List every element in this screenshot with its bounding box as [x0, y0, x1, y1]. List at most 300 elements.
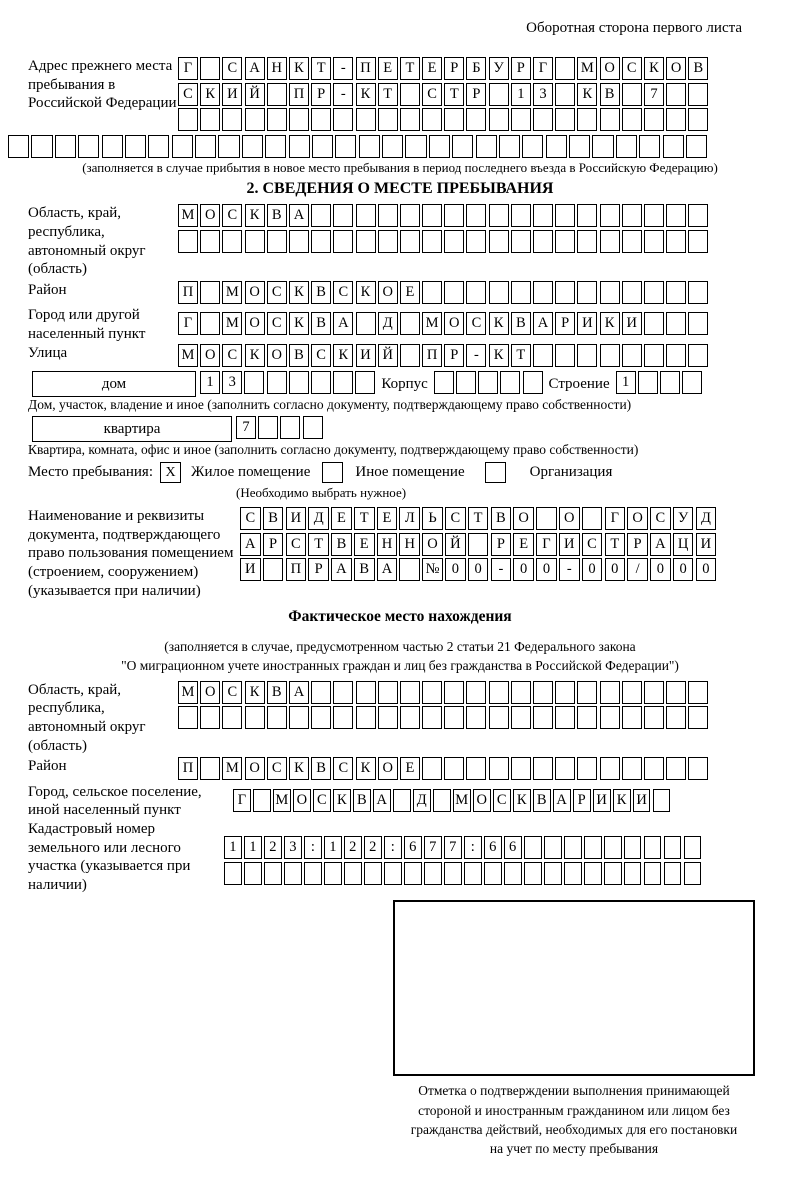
- char-cell[interactable]: [422, 230, 442, 253]
- char-cell[interactable]: В: [354, 558, 375, 581]
- char-cell[interactable]: [218, 135, 239, 158]
- char-cell[interactable]: П: [356, 57, 376, 80]
- char-cell[interactable]: [624, 836, 642, 859]
- char-cell[interactable]: [666, 204, 686, 227]
- char-cell[interactable]: -: [491, 558, 512, 581]
- char-cell[interactable]: [333, 681, 353, 704]
- char-cell[interactable]: [267, 706, 287, 729]
- char-cell[interactable]: С: [222, 681, 242, 704]
- char-cell[interactable]: Ь: [422, 507, 443, 530]
- char-cell[interactable]: [577, 344, 597, 367]
- char-cell[interactable]: [399, 558, 420, 581]
- char-cell[interactable]: С: [222, 204, 242, 227]
- char-cell[interactable]: [555, 204, 575, 227]
- char-cell[interactable]: [622, 83, 642, 106]
- char-cell[interactable]: В: [533, 789, 551, 812]
- char-cell[interactable]: [444, 757, 464, 780]
- char-cell[interactable]: [200, 108, 220, 131]
- char-cell[interactable]: В: [267, 204, 287, 227]
- char-cell[interactable]: 6: [404, 836, 422, 859]
- char-cell[interactable]: Е: [513, 533, 534, 556]
- char-cell[interactable]: [660, 371, 680, 394]
- char-cell[interactable]: :: [464, 836, 482, 859]
- char-cell[interactable]: [663, 135, 684, 158]
- char-cell[interactable]: С: [311, 344, 331, 367]
- char-cell[interactable]: [622, 108, 642, 131]
- char-cell[interactable]: [666, 757, 686, 780]
- char-cell[interactable]: [600, 681, 620, 704]
- char-cell[interactable]: [289, 706, 309, 729]
- char-cell[interactable]: [644, 312, 664, 335]
- char-cell[interactable]: [311, 706, 331, 729]
- char-cell[interactable]: [466, 681, 486, 704]
- char-cell[interactable]: 0: [445, 558, 466, 581]
- char-cell[interactable]: В: [600, 83, 620, 106]
- char-cell[interactable]: Р: [491, 533, 512, 556]
- char-cell[interactable]: К: [577, 83, 597, 106]
- char-cell[interactable]: Т: [311, 57, 331, 80]
- char-cell[interactable]: С: [222, 57, 242, 80]
- char-cell[interactable]: [466, 706, 486, 729]
- char-cell[interactable]: К: [289, 757, 309, 780]
- char-cell[interactable]: [624, 862, 642, 885]
- char-cell[interactable]: [244, 862, 262, 885]
- char-cell[interactable]: [422, 681, 442, 704]
- char-cell[interactable]: И: [696, 533, 717, 556]
- char-cell[interactable]: [378, 108, 398, 131]
- char-cell[interactable]: -: [333, 83, 353, 106]
- char-cell[interactable]: О: [513, 507, 534, 530]
- char-cell[interactable]: 7: [644, 83, 664, 106]
- char-cell[interactable]: [644, 281, 664, 304]
- char-cell[interactable]: М: [453, 789, 471, 812]
- char-cell[interactable]: [280, 416, 300, 439]
- char-cell[interactable]: [533, 230, 553, 253]
- char-cell[interactable]: [400, 108, 420, 131]
- char-cell[interactable]: О: [378, 757, 398, 780]
- char-cell[interactable]: [422, 281, 442, 304]
- char-cell[interactable]: В: [311, 312, 331, 335]
- char-cell[interactable]: 1: [324, 836, 342, 859]
- char-cell[interactable]: М: [178, 344, 198, 367]
- char-cell[interactable]: [429, 135, 450, 158]
- char-cell[interactable]: [359, 135, 380, 158]
- char-cell[interactable]: №: [422, 558, 443, 581]
- char-cell[interactable]: [688, 204, 708, 227]
- char-cell[interactable]: [500, 371, 520, 394]
- char-cell[interactable]: [356, 706, 376, 729]
- char-cell[interactable]: [289, 371, 309, 394]
- char-cell[interactable]: -: [466, 344, 486, 367]
- char-cell[interactable]: С: [240, 507, 261, 530]
- char-cell[interactable]: [504, 862, 522, 885]
- char-cell[interactable]: [577, 204, 597, 227]
- char-cell[interactable]: [178, 706, 198, 729]
- char-cell[interactable]: [639, 135, 660, 158]
- char-cell[interactable]: [644, 862, 662, 885]
- char-cell[interactable]: 1: [511, 83, 531, 106]
- char-cell[interactable]: А: [289, 204, 309, 227]
- char-cell[interactable]: А: [331, 558, 352, 581]
- char-cell[interactable]: [511, 230, 531, 253]
- char-cell[interactable]: [200, 281, 220, 304]
- char-cell[interactable]: [267, 83, 287, 106]
- char-cell[interactable]: [356, 681, 376, 704]
- char-cell[interactable]: [466, 281, 486, 304]
- char-cell[interactable]: [378, 204, 398, 227]
- char-cell[interactable]: [400, 204, 420, 227]
- char-cell[interactable]: Г: [233, 789, 251, 812]
- char-cell[interactable]: В: [331, 533, 352, 556]
- char-cell[interactable]: [400, 681, 420, 704]
- char-cell[interactable]: [644, 836, 662, 859]
- char-cell[interactable]: [303, 416, 323, 439]
- char-cell[interactable]: :: [384, 836, 402, 859]
- char-cell[interactable]: [489, 83, 509, 106]
- char-cell[interactable]: С: [422, 83, 442, 106]
- char-cell[interactable]: Р: [311, 83, 331, 106]
- char-cell[interactable]: [222, 108, 242, 131]
- char-cell[interactable]: [466, 230, 486, 253]
- char-cell[interactable]: [688, 108, 708, 131]
- char-cell[interactable]: К: [200, 83, 220, 106]
- char-cell[interactable]: С: [333, 757, 353, 780]
- char-cell[interactable]: 1: [244, 836, 262, 859]
- char-cell[interactable]: [267, 371, 287, 394]
- char-cell[interactable]: [524, 862, 542, 885]
- char-cell[interactable]: [258, 416, 278, 439]
- char-cell[interactable]: [644, 706, 664, 729]
- char-cell[interactable]: П: [178, 281, 198, 304]
- char-cell[interactable]: [622, 757, 642, 780]
- char-cell[interactable]: [404, 862, 422, 885]
- char-cell[interactable]: [555, 757, 575, 780]
- char-cell[interactable]: [356, 312, 376, 335]
- char-cell[interactable]: [466, 757, 486, 780]
- char-cell[interactable]: [312, 135, 333, 158]
- char-cell[interactable]: Л: [399, 507, 420, 530]
- char-cell[interactable]: 2: [264, 836, 282, 859]
- char-cell[interactable]: Е: [400, 757, 420, 780]
- char-cell[interactable]: О: [245, 757, 265, 780]
- char-cell[interactable]: [333, 108, 353, 131]
- char-cell[interactable]: В: [311, 757, 331, 780]
- char-cell[interactable]: 6: [504, 836, 522, 859]
- char-cell[interactable]: О: [444, 312, 464, 335]
- char-cell[interactable]: К: [356, 83, 376, 106]
- char-cell[interactable]: [200, 706, 220, 729]
- char-cell[interactable]: [511, 108, 531, 131]
- char-cell[interactable]: [311, 230, 331, 253]
- char-cell[interactable]: [489, 281, 509, 304]
- checkbox-zhiloe[interactable]: X: [160, 462, 181, 483]
- char-cell[interactable]: [584, 836, 602, 859]
- char-cell[interactable]: [356, 108, 376, 131]
- char-cell[interactable]: [464, 862, 482, 885]
- dom-type-box[interactable]: дом: [32, 371, 196, 397]
- char-cell[interactable]: [444, 204, 464, 227]
- char-cell[interactable]: В: [353, 789, 371, 812]
- char-cell[interactable]: [600, 344, 620, 367]
- char-cell[interactable]: 0: [673, 558, 694, 581]
- char-cell[interactable]: [200, 57, 220, 80]
- char-cell[interactable]: [544, 862, 562, 885]
- kvartira-type-box[interactable]: квартира: [32, 416, 232, 442]
- char-cell[interactable]: [265, 135, 286, 158]
- char-cell[interactable]: [324, 862, 342, 885]
- char-cell[interactable]: М: [577, 57, 597, 80]
- char-cell[interactable]: [405, 135, 426, 158]
- char-cell[interactable]: П: [178, 757, 198, 780]
- char-cell[interactable]: И: [222, 83, 242, 106]
- char-cell[interactable]: И: [356, 344, 376, 367]
- char-cell[interactable]: [456, 371, 476, 394]
- checkbox-organizatsiya[interactable]: [485, 462, 506, 483]
- char-cell[interactable]: 2: [364, 836, 382, 859]
- char-cell[interactable]: [444, 281, 464, 304]
- char-cell[interactable]: [484, 862, 502, 885]
- char-cell[interactable]: [555, 344, 575, 367]
- char-cell[interactable]: 6: [484, 836, 502, 859]
- char-cell[interactable]: [511, 757, 531, 780]
- char-cell[interactable]: Т: [468, 507, 489, 530]
- char-cell[interactable]: [200, 230, 220, 253]
- char-cell[interactable]: [311, 681, 331, 704]
- char-cell[interactable]: [8, 135, 29, 158]
- char-cell[interactable]: [422, 204, 442, 227]
- char-cell[interactable]: Т: [378, 83, 398, 106]
- char-cell[interactable]: [264, 862, 282, 885]
- char-cell[interactable]: С: [313, 789, 331, 812]
- char-cell[interactable]: О: [200, 204, 220, 227]
- char-cell[interactable]: [622, 681, 642, 704]
- char-cell[interactable]: 1: [616, 371, 636, 394]
- char-cell[interactable]: [384, 862, 402, 885]
- char-cell[interactable]: Д: [308, 507, 329, 530]
- char-cell[interactable]: /: [627, 558, 648, 581]
- char-cell[interactable]: [476, 135, 497, 158]
- char-cell[interactable]: Д: [413, 789, 431, 812]
- char-cell[interactable]: Р: [444, 57, 464, 80]
- char-cell[interactable]: [686, 135, 707, 158]
- char-cell[interactable]: [311, 204, 331, 227]
- checkbox-inoe[interactable]: [322, 462, 343, 483]
- char-cell[interactable]: Д: [378, 312, 398, 335]
- char-cell[interactable]: [544, 836, 562, 859]
- char-cell[interactable]: К: [333, 789, 351, 812]
- char-cell[interactable]: [422, 108, 442, 131]
- char-cell[interactable]: Г: [533, 57, 553, 80]
- char-cell[interactable]: Н: [399, 533, 420, 556]
- char-cell[interactable]: [245, 706, 265, 729]
- char-cell[interactable]: Г: [605, 507, 626, 530]
- char-cell[interactable]: П: [289, 83, 309, 106]
- char-cell[interactable]: [688, 83, 708, 106]
- char-cell[interactable]: Т: [400, 57, 420, 80]
- char-cell[interactable]: [148, 135, 169, 158]
- char-cell[interactable]: С: [267, 281, 287, 304]
- char-cell[interactable]: [284, 862, 302, 885]
- char-cell[interactable]: [546, 135, 567, 158]
- char-cell[interactable]: Н: [377, 533, 398, 556]
- char-cell[interactable]: [577, 706, 597, 729]
- char-cell[interactable]: И: [593, 789, 611, 812]
- char-cell[interactable]: У: [489, 57, 509, 80]
- char-cell[interactable]: [200, 312, 220, 335]
- char-cell[interactable]: [400, 83, 420, 106]
- char-cell[interactable]: О: [666, 57, 686, 80]
- char-cell[interactable]: [688, 312, 708, 335]
- char-cell[interactable]: К: [289, 281, 309, 304]
- char-cell[interactable]: Г: [178, 312, 198, 335]
- char-cell[interactable]: П: [422, 344, 442, 367]
- char-cell[interactable]: Ц: [673, 533, 694, 556]
- char-cell[interactable]: [178, 230, 198, 253]
- char-cell[interactable]: [577, 108, 597, 131]
- char-cell[interactable]: [267, 108, 287, 131]
- char-cell[interactable]: 0: [650, 558, 671, 581]
- char-cell[interactable]: [304, 862, 322, 885]
- char-cell[interactable]: [600, 757, 620, 780]
- char-cell[interactable]: :: [304, 836, 322, 859]
- char-cell[interactable]: [333, 706, 353, 729]
- char-cell[interactable]: [622, 281, 642, 304]
- char-cell[interactable]: И: [577, 312, 597, 335]
- char-cell[interactable]: О: [245, 312, 265, 335]
- char-cell[interactable]: М: [222, 281, 242, 304]
- char-cell[interactable]: [311, 108, 331, 131]
- char-cell[interactable]: [245, 230, 265, 253]
- char-cell[interactable]: [263, 558, 284, 581]
- char-cell[interactable]: [600, 204, 620, 227]
- char-cell[interactable]: [688, 230, 708, 253]
- char-cell[interactable]: О: [627, 507, 648, 530]
- char-cell[interactable]: 7: [424, 836, 442, 859]
- char-cell[interactable]: [382, 135, 403, 158]
- char-cell[interactable]: В: [491, 507, 512, 530]
- char-cell[interactable]: [533, 344, 553, 367]
- char-cell[interactable]: [533, 757, 553, 780]
- char-cell[interactable]: [378, 681, 398, 704]
- char-cell[interactable]: 2: [344, 836, 362, 859]
- char-cell[interactable]: Д: [696, 507, 717, 530]
- char-cell[interactable]: [666, 344, 686, 367]
- char-cell[interactable]: [577, 757, 597, 780]
- char-cell[interactable]: [344, 862, 362, 885]
- char-cell[interactable]: К: [489, 344, 509, 367]
- char-cell[interactable]: Г: [178, 57, 198, 80]
- char-cell[interactable]: [604, 836, 622, 859]
- char-cell[interactable]: [333, 204, 353, 227]
- char-cell[interactable]: [511, 204, 531, 227]
- char-cell[interactable]: [444, 681, 464, 704]
- char-cell[interactable]: -: [559, 558, 580, 581]
- char-cell[interactable]: С: [582, 533, 603, 556]
- char-cell[interactable]: [688, 344, 708, 367]
- char-cell[interactable]: 3: [284, 836, 302, 859]
- char-cell[interactable]: А: [373, 789, 391, 812]
- char-cell[interactable]: А: [333, 312, 353, 335]
- char-cell[interactable]: [600, 281, 620, 304]
- char-cell[interactable]: [577, 281, 597, 304]
- char-cell[interactable]: Й: [378, 344, 398, 367]
- char-cell[interactable]: Е: [400, 281, 420, 304]
- char-cell[interactable]: Р: [466, 83, 486, 106]
- char-cell[interactable]: Р: [627, 533, 648, 556]
- char-cell[interactable]: [688, 681, 708, 704]
- char-cell[interactable]: [666, 108, 686, 131]
- char-cell[interactable]: [378, 706, 398, 729]
- char-cell[interactable]: [555, 83, 575, 106]
- char-cell[interactable]: [644, 230, 664, 253]
- char-cell[interactable]: [289, 135, 310, 158]
- char-cell[interactable]: Т: [605, 533, 626, 556]
- char-cell[interactable]: [638, 371, 658, 394]
- char-cell[interactable]: [622, 204, 642, 227]
- char-cell[interactable]: [489, 681, 509, 704]
- char-cell[interactable]: [666, 681, 686, 704]
- char-cell[interactable]: С: [466, 312, 486, 335]
- char-cell[interactable]: [333, 371, 353, 394]
- char-cell[interactable]: [666, 312, 686, 335]
- char-cell[interactable]: [452, 135, 473, 158]
- char-cell[interactable]: [311, 371, 331, 394]
- char-cell[interactable]: А: [377, 558, 398, 581]
- char-cell[interactable]: [555, 108, 575, 131]
- char-cell[interactable]: [644, 344, 664, 367]
- char-cell[interactable]: [422, 706, 442, 729]
- char-cell[interactable]: К: [245, 204, 265, 227]
- char-cell[interactable]: [444, 230, 464, 253]
- char-cell[interactable]: [424, 862, 442, 885]
- char-cell[interactable]: К: [513, 789, 531, 812]
- char-cell[interactable]: М: [222, 757, 242, 780]
- char-cell[interactable]: О: [245, 281, 265, 304]
- char-cell[interactable]: [584, 862, 602, 885]
- char-cell[interactable]: И: [622, 312, 642, 335]
- char-cell[interactable]: [622, 706, 642, 729]
- char-cell[interactable]: 0: [513, 558, 534, 581]
- char-cell[interactable]: [489, 204, 509, 227]
- char-cell[interactable]: 0: [605, 558, 626, 581]
- char-cell[interactable]: [253, 789, 271, 812]
- char-cell[interactable]: 3: [222, 371, 242, 394]
- char-cell[interactable]: [511, 706, 531, 729]
- char-cell[interactable]: [533, 706, 553, 729]
- char-cell[interactable]: 7: [444, 836, 462, 859]
- char-cell[interactable]: [178, 108, 198, 131]
- char-cell[interactable]: 0: [536, 558, 557, 581]
- char-cell[interactable]: С: [267, 757, 287, 780]
- char-cell[interactable]: М: [222, 312, 242, 335]
- char-cell[interactable]: [533, 681, 553, 704]
- char-cell[interactable]: А: [245, 57, 265, 80]
- char-cell[interactable]: [245, 108, 265, 131]
- char-cell[interactable]: [499, 135, 520, 158]
- char-cell[interactable]: [289, 108, 309, 131]
- char-cell[interactable]: [564, 862, 582, 885]
- char-cell[interactable]: [564, 836, 582, 859]
- char-cell[interactable]: В: [511, 312, 531, 335]
- char-cell[interactable]: Е: [354, 533, 375, 556]
- char-cell[interactable]: [569, 135, 590, 158]
- char-cell[interactable]: [622, 344, 642, 367]
- char-cell[interactable]: [444, 108, 464, 131]
- char-cell[interactable]: К: [245, 681, 265, 704]
- char-cell[interactable]: О: [422, 533, 443, 556]
- char-cell[interactable]: [422, 757, 442, 780]
- char-cell[interactable]: [555, 230, 575, 253]
